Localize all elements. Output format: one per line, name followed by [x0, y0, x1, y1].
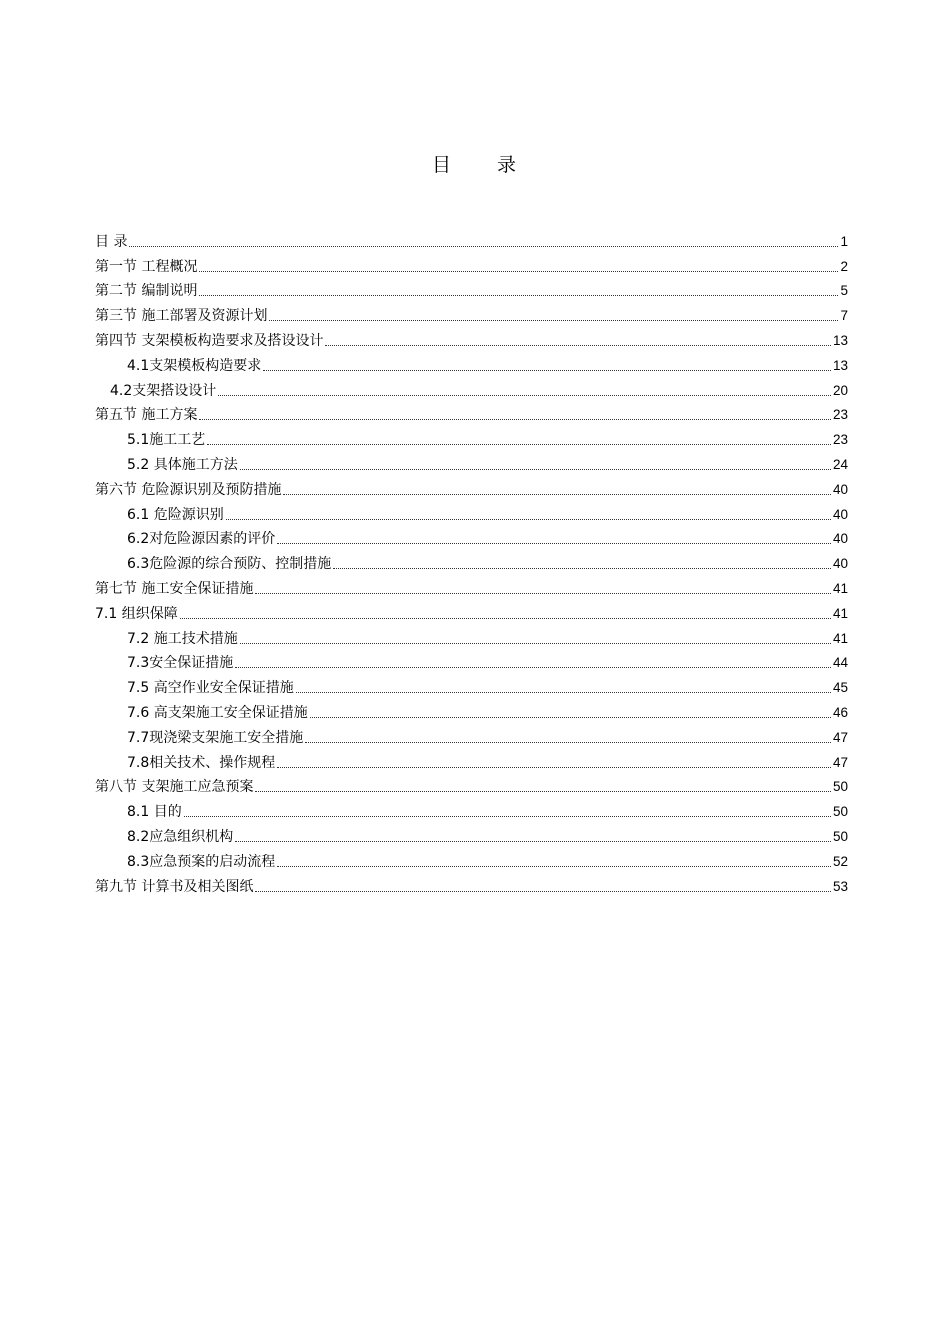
toc-entry-text: 6.2对危险源因素的评价	[127, 531, 276, 548]
toc-entry[interactable]	[95, 375, 848, 400]
toc-dot-leader	[277, 766, 831, 768]
toc-entry[interactable]	[95, 276, 848, 301]
toc-dot-leader	[129, 245, 838, 247]
toc-entry[interactable]	[95, 251, 848, 276]
toc-entry-text: 第三节 施工部署及资源计划	[95, 308, 268, 325]
toc-dot-leader	[325, 344, 831, 346]
toc-entry-page: 24	[832, 456, 848, 472]
toc-dot-leader	[283, 493, 831, 495]
toc-entry-text: 第九节 计算书及相关图纸	[95, 878, 254, 895]
toc-dot-leader	[180, 617, 831, 619]
toc-title-left: 目	[431, 154, 453, 176]
toc-entry[interactable]	[95, 772, 848, 797]
toc-entry-page: 50	[832, 804, 848, 820]
toc-entry[interactable]	[95, 747, 848, 772]
toc-entry-page: 40	[832, 531, 848, 547]
toc-entry-page: 44	[832, 655, 848, 671]
toc-entry-page: 5	[840, 283, 848, 299]
toc-dot-leader	[255, 790, 831, 792]
toc-entry-text: 8.1 目的	[127, 804, 182, 821]
toc-entry[interactable]	[95, 672, 848, 697]
toc-entry-page: 13	[832, 332, 848, 348]
toc-entry-text: 第一节 工程概况	[95, 258, 198, 275]
toc-entry-text: 第四节 支架模板构造要求及搭设设计	[95, 332, 324, 349]
toc-entry-text: 7.2 施工技术措施	[127, 630, 238, 647]
toc-entry-page: 47	[832, 754, 848, 770]
toc-entry[interactable]	[95, 449, 848, 474]
toc-entry-page: 52	[832, 853, 848, 869]
toc-entry-text: 第五节 施工方案	[95, 407, 198, 424]
toc-entry-page: 40	[832, 481, 848, 497]
toc-dot-leader	[296, 691, 831, 693]
toc-entry-page: 45	[832, 680, 848, 696]
toc-entry-text: 8.2应急组织机构	[127, 828, 234, 845]
toc-dot-leader	[240, 642, 831, 644]
toc-entry-page: 47	[832, 729, 848, 745]
toc-dot-leader	[199, 294, 838, 296]
toc-entry-page: 1	[840, 233, 848, 249]
toc-entry[interactable]	[95, 722, 848, 747]
toc-entry-page: 23	[832, 432, 848, 448]
toc-entry-text: 7.7现浇梁支架施工安全措施	[127, 729, 304, 746]
toc-entry-page: 20	[832, 382, 848, 398]
toc-entry[interactable]	[95, 499, 848, 524]
table-of-contents	[95, 226, 848, 896]
toc-entry-text: 7.8相关技术、操作规程	[127, 754, 276, 771]
toc-dot-leader	[333, 567, 831, 569]
toc-dot-leader	[277, 542, 831, 544]
toc-dot-leader	[240, 468, 831, 470]
toc-entry-text: 第六节 危险源识别及预防措施	[95, 481, 282, 498]
toc-entry-page: 46	[832, 704, 848, 720]
toc-entry-page: 41	[832, 630, 848, 646]
toc-entry[interactable]	[95, 548, 848, 573]
toc-dot-leader	[235, 666, 831, 668]
toc-dot-leader	[226, 518, 831, 520]
toc-entry-text: 5.2 具体施工方法	[127, 456, 238, 473]
toc-entry[interactable]	[95, 325, 848, 350]
toc-entry-page: 41	[832, 605, 848, 621]
toc-entry-page: 23	[832, 407, 848, 423]
toc-dot-leader	[235, 840, 831, 842]
toc-entry[interactable]	[95, 623, 848, 648]
toc-entry[interactable]	[95, 697, 848, 722]
toc-entry[interactable]	[95, 350, 848, 375]
toc-entry-text: 7.6 高支架施工安全保证措施	[127, 704, 308, 721]
toc-entry-text: 7.5 高空作业安全保证措施	[127, 680, 294, 697]
toc-entry[interactable]	[95, 796, 848, 821]
toc-dot-leader	[263, 369, 831, 371]
toc-entry-text: 7.3安全保证措施	[127, 655, 234, 672]
toc-entry-text: 第七节 施工安全保证措施	[95, 580, 254, 597]
toc-entry[interactable]	[95, 524, 848, 549]
toc-entry[interactable]	[95, 300, 848, 325]
toc-entry[interactable]	[95, 846, 848, 871]
toc-entry-text: 第二节 编制说明	[95, 283, 198, 300]
toc-dot-leader	[207, 443, 831, 445]
toc-entry-page: 50	[832, 779, 848, 795]
toc-title-right: 录	[497, 154, 519, 176]
toc-dot-leader	[255, 890, 831, 892]
toc-entry-page: 41	[832, 580, 848, 596]
toc-entry[interactable]	[95, 226, 848, 251]
toc-entry-text: 7.1 组织保障	[95, 605, 178, 622]
toc-entry-page: 53	[832, 878, 848, 894]
toc-entry-text: 6.1 危险源识别	[127, 506, 224, 523]
toc-entry-text: 8.3应急预案的启动流程	[127, 853, 276, 870]
toc-entry[interactable]	[95, 821, 848, 846]
toc-entry[interactable]	[95, 598, 848, 623]
toc-entry-text: 5.1施工工艺	[127, 432, 206, 449]
toc-entry-page: 13	[832, 357, 848, 373]
toc-entry-text: 6.3危险源的综合预防、控制措施	[127, 556, 332, 573]
toc-entry[interactable]	[95, 573, 848, 598]
toc-dot-leader	[184, 815, 831, 817]
toc-entry-page: 2	[840, 258, 848, 274]
toc-entry-page: 40	[832, 506, 848, 522]
toc-dot-leader	[255, 592, 831, 594]
toc-title	[0, 150, 950, 177]
toc-entry[interactable]	[95, 871, 848, 896]
toc-dot-leader	[305, 741, 831, 743]
toc-entry-text: 4.2支架搭设设计	[110, 382, 217, 399]
toc-entry-page: 7	[840, 308, 848, 324]
toc-entry[interactable]	[95, 424, 848, 449]
toc-dot-leader	[199, 270, 838, 272]
toc-entry-page: 50	[832, 828, 848, 844]
toc-dot-leader	[199, 418, 831, 420]
toc-entry-text: 第八节 支架施工应急预案	[95, 779, 254, 796]
toc-entry[interactable]	[95, 474, 848, 499]
toc-dot-leader	[218, 394, 831, 396]
toc-dot-leader	[269, 319, 838, 321]
toc-dot-leader	[277, 865, 831, 867]
toc-entry-text: 4.1支架模板构造要求	[127, 357, 262, 374]
toc-entry-text: 目 录	[95, 233, 128, 250]
toc-entry[interactable]	[95, 400, 848, 425]
toc-dot-leader	[310, 716, 831, 718]
toc-entry-page: 40	[832, 556, 848, 572]
toc-entry[interactable]	[95, 648, 848, 673]
